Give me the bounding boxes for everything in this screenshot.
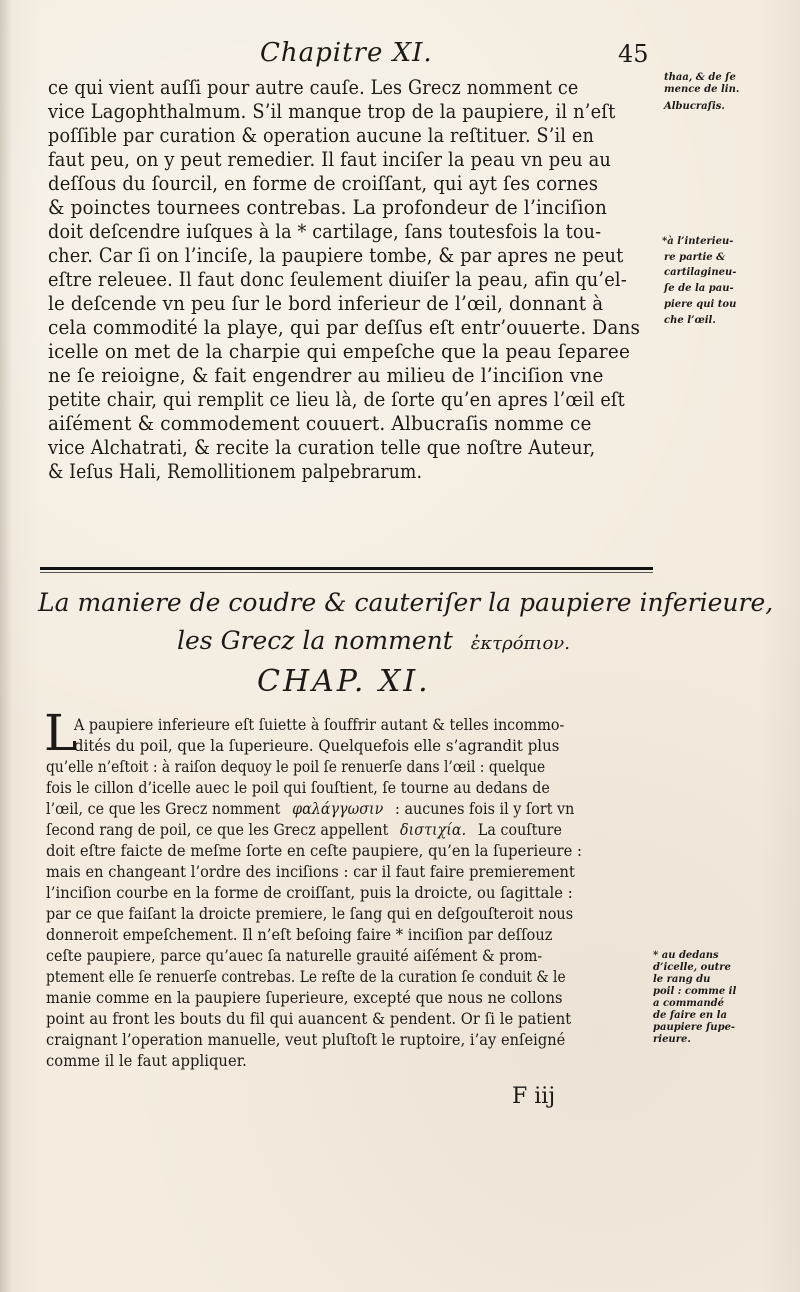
body-line: craignant l’operation manuelle, veut pluſtoſt le ruptoire, i’ay enſeigné bbox=[46, 1030, 566, 1049]
margin-note-bottom: a commandé bbox=[653, 998, 724, 1009]
body-line: aiſément & commodement couuert. Albucraſis nomme ce bbox=[48, 411, 592, 435]
body-line-with-greek bbox=[46, 798, 574, 819]
body-line: eſtre releuee. Il faut donc ſeulement diuiſer la peau, afin qu’el- bbox=[48, 267, 628, 291]
body-line: icelle on met de la charpie qui empeſche que la peau ſeparee bbox=[48, 339, 631, 363]
margin-note-bottom: poil : comme il bbox=[653, 986, 737, 997]
page-header bbox=[0, 38, 800, 74]
body-line: ne ſe reioigne, & fait engendrer au milieu de l’inciſion vne bbox=[48, 363, 604, 387]
body-line-tail: : aucunes fois il y ſort vn bbox=[395, 799, 575, 818]
section-title-greek: ἐκτρόπιον. bbox=[470, 633, 570, 654]
body-line-text: l’œil, ce que les Grecz nomment bbox=[46, 799, 281, 818]
margin-note-bottom: de faire en la bbox=[653, 1010, 727, 1021]
body-line-text: & Ieſus Hali, Remollitionem palpebrarum. bbox=[48, 459, 423, 483]
drop-cap: L bbox=[44, 704, 78, 762]
margin-note-top: che l’œil. bbox=[664, 315, 716, 326]
greek-term: διστιχία. bbox=[400, 820, 467, 839]
body-line: manie comme en la paupiere ſuperieure, excepté que nous ne collons bbox=[46, 988, 563, 1007]
body-line: dités du poil, que la ſuperieure. Quelquefois elle s’agrandit plus bbox=[74, 736, 560, 755]
body-line: ceſte paupiere, parce qu’auec ſa naturelle grauité aiſément & prom- bbox=[46, 946, 543, 965]
body-line: cela commodité la playe, qui par deſſus eſt entr’ouuerte. Dans bbox=[48, 315, 641, 339]
body-line: par ce que faiſant la droicte premiere, le ſang qui en deſgouſteroit nous bbox=[46, 904, 574, 923]
margin-note-top: mence de lin. bbox=[664, 84, 740, 95]
margin-note-bottom: * au dedans bbox=[653, 950, 719, 961]
margin-note-bottom: paupiere ſupe- bbox=[653, 1022, 736, 1033]
section-title-line-2 bbox=[177, 626, 570, 655]
body-line-tail: La couſture bbox=[477, 820, 562, 839]
body-line: vice Lagophthalmum. S’il manque trop de la paupiere, il n’eſt bbox=[48, 99, 616, 123]
body-line: vice Alchatrati, & recite la curation telle que noſtre Auteur, bbox=[48, 435, 596, 459]
section-title-line-1: La maniere de coudre & cauteriſer la paupiere inferieure, bbox=[38, 588, 774, 617]
body-line: mais en changeant l’ordre des inciſions : car il faut faire premierement bbox=[46, 862, 575, 881]
body-line: petite chair, qui remplit ce lieu là, de ſorte qu’en apres l’œil eſt bbox=[48, 387, 625, 411]
page-number: 45 bbox=[618, 40, 649, 68]
chapter-heading: CHAP. XI. bbox=[257, 664, 431, 699]
body-line: le deſcende vn peu ſur le bord inferieur de l’œil, donnant à bbox=[48, 291, 604, 315]
body-line: doit eſtre faicte de meſme ſorte en ceſte paupiere, qu’en la ſuperieure : bbox=[46, 841, 583, 860]
margin-note-top: Albucraſis. bbox=[664, 101, 725, 112]
section-title-prefix: les Grecz la nomment bbox=[177, 626, 453, 655]
body-line: qu’elle n’eſtoit : à raiſon dequoy le poil ſe renuerſe dans l’œil : quelque bbox=[46, 757, 546, 776]
margin-note-top: thaa, & de ſe bbox=[664, 72, 736, 83]
section-rule bbox=[40, 567, 653, 570]
bottom-margin-notes bbox=[653, 950, 736, 1046]
body-line-text: ſecond rang de poil, ce que les Grecz appellent bbox=[46, 820, 389, 839]
body-line: fois le cillon d’icelle auec le poil qui ſouſtient, ſe tourne au dedans de bbox=[46, 778, 550, 797]
margin-note-top: re partie & bbox=[664, 252, 726, 263]
body-line: deſſous du ſourcil, en forme de croiſſant, qui ayt ſes cornes bbox=[48, 171, 599, 195]
body-line bbox=[48, 460, 422, 482]
body-line: donneroit empeſchement. Il n’eſt beſoing faire * inciſion par deſſouz bbox=[46, 925, 553, 944]
signature-mark: F iij bbox=[512, 1084, 556, 1109]
body-line: poſſible par curation & operation aucune la reſtituer. S’il en bbox=[48, 123, 594, 147]
body-line-with-greek bbox=[46, 819, 562, 840]
margin-note-bottom: le rang du bbox=[653, 974, 711, 985]
body-line: doit deſcendre iuſques à la * cartilage, ſans toutesfois la tou- bbox=[48, 219, 602, 243]
body-line: ptement elle ſe renuerſe contrebas. Le reſte de la curation ſe conduit & le bbox=[46, 967, 566, 986]
body-line: faut peu, on y peut remedier. Il faut inciſer la peau vn peu au bbox=[48, 147, 612, 171]
margin-note-top: piere qui tou bbox=[664, 299, 737, 310]
body-line: ce qui vient auſſi pour autre cauſe. Les Grecz nomment ce bbox=[48, 75, 579, 99]
body-line: point au front les bouts du fil qui auancent & pendent. Or ſi le patient bbox=[46, 1009, 572, 1028]
running-head: Chapitre XI. bbox=[260, 38, 433, 68]
margin-note-top: ſe de la pau- bbox=[664, 283, 734, 294]
greek-term: φαλάγγωσιν bbox=[292, 799, 384, 818]
margin-note-bottom: rieure. bbox=[653, 1034, 691, 1045]
margin-note-bottom: d’icelle, outre bbox=[653, 962, 731, 973]
margin-note-top: cartilagineu- bbox=[664, 267, 737, 278]
body-line: comme il le faut appliquer. bbox=[46, 1051, 247, 1070]
section-rule-thin bbox=[40, 572, 653, 573]
body-line: A paupiere inferieure eſt ſuiette à ſouffrir autant & telles incommo- bbox=[74, 715, 565, 734]
margin-note-top: *à l’interieu- bbox=[662, 236, 734, 247]
body-line: l’inciſion courbe en la forme de croiſſant, puis la droicte, ou ſagittale : bbox=[46, 883, 573, 902]
body-line: & poinctes tournees contrebas. La profondeur de l’inciſion bbox=[48, 195, 608, 219]
body-line: cher. Car ſi on l’inciſe, la paupiere tombe, & par apres ne peut bbox=[48, 243, 624, 267]
